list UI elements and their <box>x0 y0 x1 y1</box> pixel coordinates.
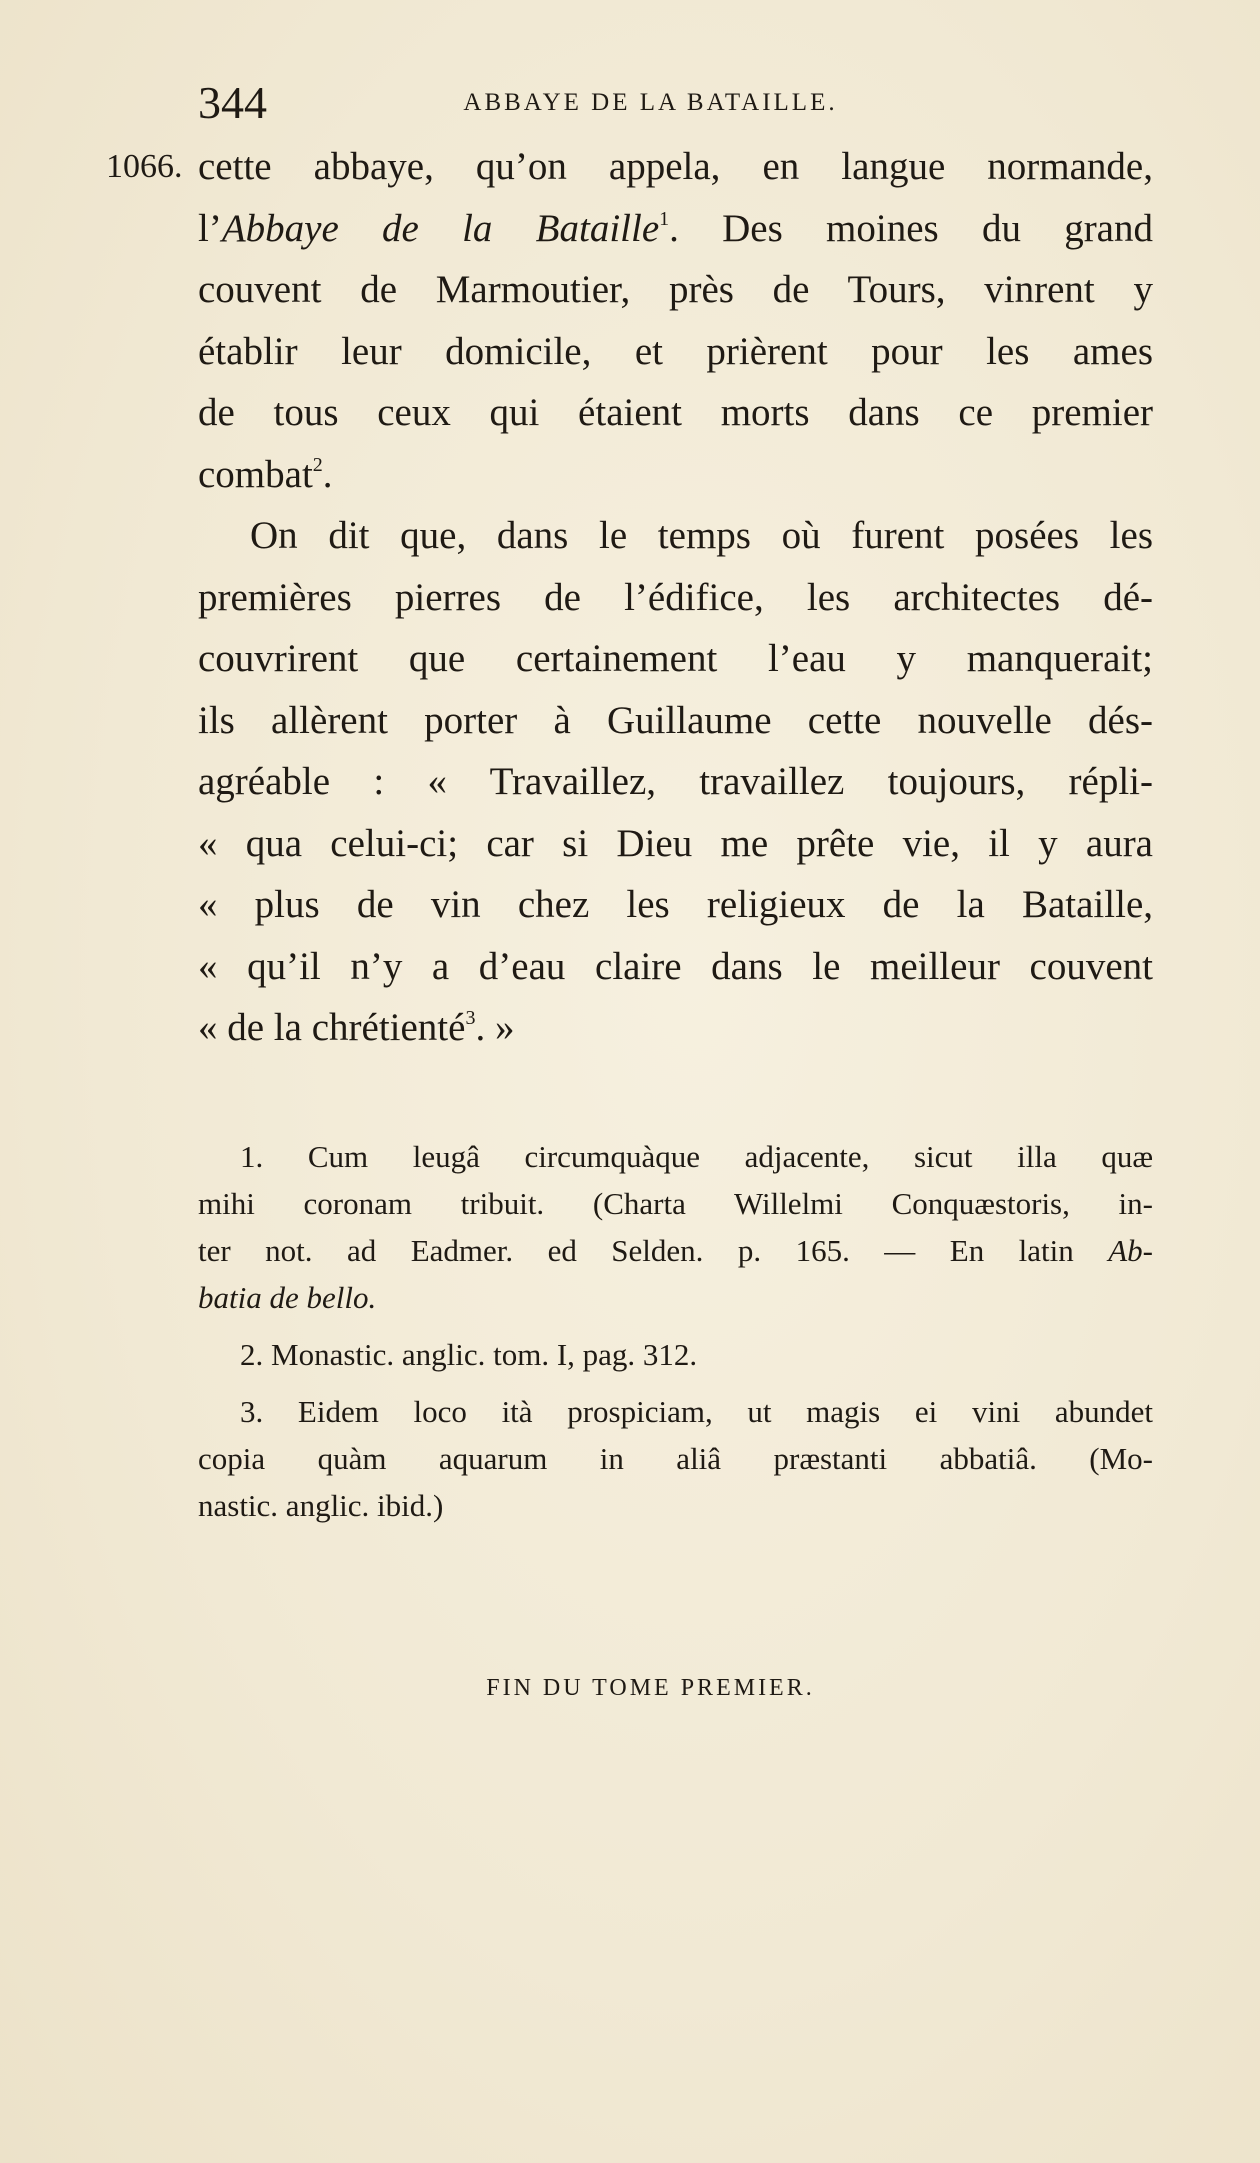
text-line: « qu’il n’y a d’eau claire dans le meilleur couvent <box>198 944 1153 988</box>
footnote-line: 1. Cum leugâ circumquàque adjacente, sicut illa quæ <box>240 1139 1153 1174</box>
footnote-line: mihi coronam tribuit. (Charta Willelmi Conquæstoris, in- <box>198 1186 1153 1221</box>
footnote-line: ter not. ad Eadmer. ed Selden. p. 165. — En latin Ab- <box>198 1233 1153 1268</box>
page-number: 344 <box>198 77 267 128</box>
footnote-ref: 1 <box>659 207 670 230</box>
text-line: couvrirent que certainement l’eau y manquerait; <box>198 637 1153 680</box>
page-header <box>198 78 1103 128</box>
text-line: agréable : « Travaillez, travaillez toujours, répli- <box>198 760 1153 803</box>
colophon: FIN DU TOME PREMIER. <box>486 1675 815 1701</box>
footnote-line: 3. Eidem loco ità prospiciam, ut magis ei vini abundet <box>240 1394 1153 1429</box>
text-line: établir leur domicile, et prièrent pour les ames <box>198 329 1153 373</box>
text-line: premières pierres de l’édifice, les architectes dé- <box>198 575 1153 619</box>
text-line: de tous ceux qui étaient morts dans ce premier <box>198 391 1153 434</box>
text-line: cette abbaye, qu’on appela, en langue normande, <box>198 145 1153 188</box>
text-line: couvent de Marmoutier, près de Tours, vinrent y <box>198 268 1153 311</box>
italic-title: Abbaye de la Bataille <box>221 206 660 250</box>
footnote-ref: 3 <box>465 1007 476 1029</box>
footnote-line: 2. Monastic. anglic. tom. I, pag. 312. <box>240 1337 698 1372</box>
footnotes <box>198 1133 1153 1529</box>
text-line: « qua celui-ci; car si Dieu me prête vie, il y aura <box>198 821 1153 865</box>
margin-year-note: 1066. <box>106 148 183 185</box>
footnote-line: batia de bello. <box>198 1280 377 1315</box>
text-line: « de la chrétienté$^3$. » <box>198 1006 515 1049</box>
running-head: ABBAYE DE LA BATAILLE. <box>463 89 838 116</box>
main-text <box>198 136 1153 1059</box>
text-line: On dit que, dans le temps où furent posées les <box>250 514 1153 557</box>
text-line: « plus de vin chez les religieux de la Bataille, <box>198 883 1153 926</box>
text-line: l’Abbaye de la Bataille$^1$. Des moines du grand <box>198 206 1153 250</box>
footnote-line: nastic. anglic. ibid.) <box>198 1488 444 1523</box>
text-line: ils allèrent porter à Guillaume cette nouvelle dés- <box>198 698 1153 742</box>
text-line: combat$^2$. <box>198 452 333 496</box>
footnote-line: copia quàm aquarum in aliâ præstanti abbatiâ. (Mo- <box>198 1441 1153 1476</box>
footnote-ref: 2 <box>312 453 323 476</box>
